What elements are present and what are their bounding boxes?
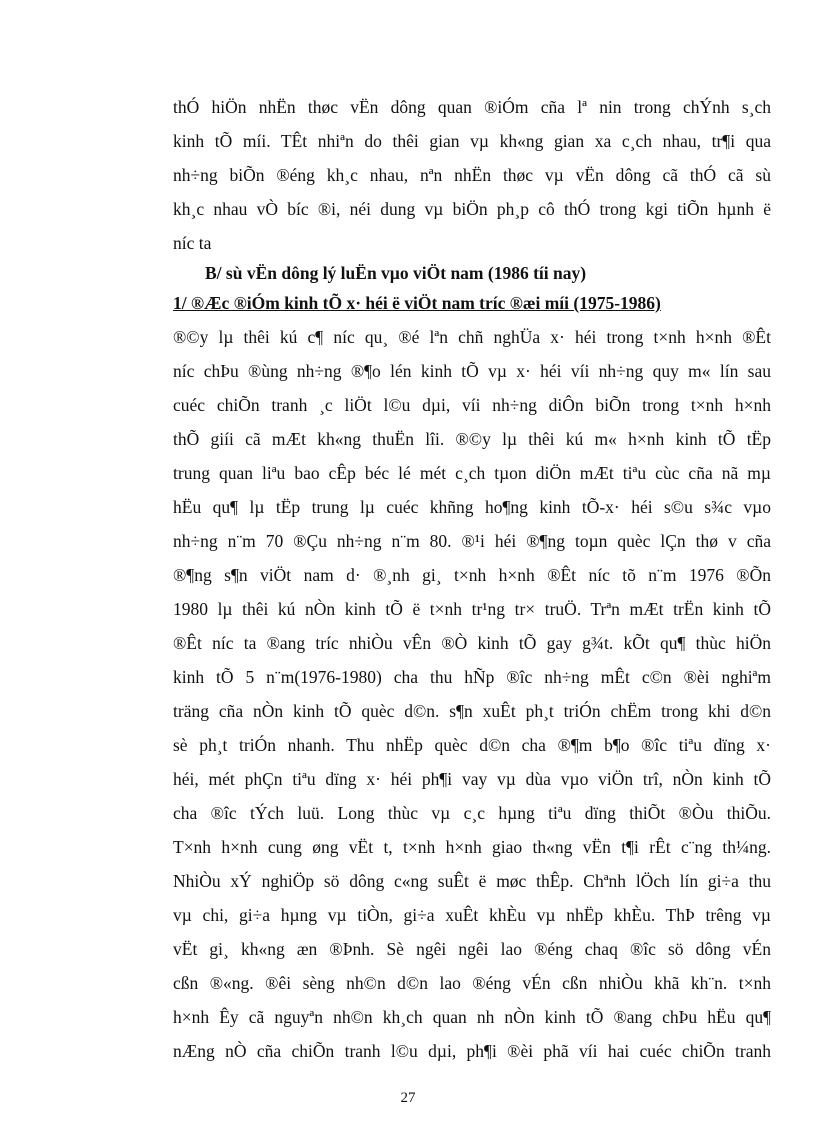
text-line-23: T×nh h×nh cung øng vËt t, t×nh h×nh giao th«ng vËn t¶i rÊt c¨ng th¼ng.: [173, 837, 771, 857]
text-line-27: cßn ®«ng. ®êi sèng nh©n d©n lao ®éng vÉn cßn nhiÒu khã kh¨n. t×nh: [173, 973, 771, 993]
text-line-11: thÕ giíi cã mÆt kh«ng thuËn lîi. ®©y lµ thêi kú m« h×nh kinh tÕ tËp: [173, 429, 771, 449]
text-line-20: sè ph¸t triÓn nhanh. Thu nhËp quèc d©n cha ®¶m b¶o ®îc tiªu dïng x·: [173, 735, 771, 755]
text-line-28: h×nh Êy cã nguyªn nh©n kh¸ch quan nh nÒn kinh tÕ ®ang chÞu hËu qu¶: [173, 1007, 771, 1027]
text-line-22: cha ®îc tÝch luü. Long thùc vµ c¸c hµng tiªu dïng thiÕt ®Òu thiÕu.: [173, 803, 771, 823]
subsection-heading-1: 1/ ®Æc ®iÓm kinh tÕ x· héi ë viÖt nam tríc ®æi míi (1975-1986): [173, 293, 661, 313]
text-line-17: ®Êt níc ta ®ang tríc nhiÒu vÊn ®Ò kinh tÕ gay g¾t. kÕt qu¶ thùc hiÖn: [173, 633, 771, 653]
text-line-19: träng cña nÒn kinh tÕ quèc d©n. s¶n xuÊt ph¸t triÓn chËm trong khi d©n: [173, 701, 771, 721]
text-line-8: ®©y lµ thêi kú c¶ níc qu¸ ®é lªn chñ nghÜa x· héi trong t×nh h×nh ®Êt: [173, 327, 771, 347]
text-line-16: 1980 lµ thêi kú nÒn kinh tÕ ë t×nh tr¹ng tr× truÖ. Trªn mÆt trËn kinh tÕ: [173, 599, 771, 619]
section-heading-b: B/ sù vËn dông lý luËn vµo viÖt nam (1986 tíi nay): [205, 263, 587, 283]
text-line-9: níc chÞu ®ùng nh÷ng ®¶o lén kinh tÕ vµ x· héi víi nh÷ng quy m« lín sau: [173, 361, 771, 381]
text-line-25: vµ chi, gi÷a hµng vµ tiÒn, gi÷a xuÊt khÈu vµ nhËp khÈu. ThÞ trêng vµ: [173, 905, 771, 925]
text-line-26: vËt gi¸ kh«ng æn ®Þnh. Sè ngêi ngêi lao ®éng chaq ®îc sö dông vÉn: [173, 939, 771, 959]
text-line-1: thÓ hiÖn nhËn thøc vËn dông quan ®iÓm cña lª nin trong chÝnh s¸ch: [173, 97, 771, 117]
text-line-12: trung quan liªu bao cÊp béc lé mét c¸ch tµon diÖn mÆt tiªu cùc cña nã mµ: [173, 463, 771, 483]
text-line-18: kinh tÕ 5 n¨m(1976-1980) cha thu hÑp ®îc nh÷ng mÊt c©n ®èi nghiªm: [173, 667, 771, 687]
text-line-29: nÆng nÒ cña chiÕn tranh l©u dµi, ph¶i ®èi phã víi hai cuéc chiÕn tranh: [173, 1041, 771, 1061]
text-line-5: níc ta: [173, 233, 212, 253]
page-number: 27: [400, 1090, 416, 1106]
text-line-3: nh÷ng biÕn ®éng kh¸c nhau, nªn nhËn thøc vµ vËn dông cã thÓ cã sù: [173, 165, 771, 185]
text-line-4: kh¸c nhau vÒ bíc ®i, néi dung vµ biÖn ph¸p cô thÓ trong kgi tiÕn hµnh ë: [173, 199, 771, 219]
text-line-10: cuéc chiÕn tranh ¸c liÖt l©u dµi, víi nh÷ng diÔn biÕn trong t×nh h×nh: [173, 395, 771, 415]
text-line-14: nh÷ng n¨m 70 ®Çu nh÷ng n¨m 80. ®¹i héi ®¶ng toµn quèc lÇn thø v cña: [173, 531, 771, 551]
text-line-13: hËu qu¶ lµ tËp trung lµ cuéc khñng ho¶ng kinh tÕ-x· héi s©u s¾c vµo: [173, 497, 771, 517]
text-line-15: ®¶ng s¶n viÖt nam d· ®¸nh gi¸ t×nh h×nh ®Êt níc tõ n¨m 1976 ®Õn: [173, 565, 771, 585]
text-line-21: héi, mét phÇn tiªu dïng x· héi ph¶i vay vµ dùa vµo viÖn trî, nÒn kinh tÕ: [173, 769, 771, 789]
text-line-24: NhiÒu xÝ nghiÖp sö dông c«ng suÊt ë møc thÊp. Chªnh lÖch lín gi÷a thu: [173, 871, 771, 891]
text-line-2: kinh tÕ míi. TÊt nhiªn do thêi gian vµ kh«ng gian xa c¸ch nhau, tr¶i qua: [173, 131, 771, 151]
